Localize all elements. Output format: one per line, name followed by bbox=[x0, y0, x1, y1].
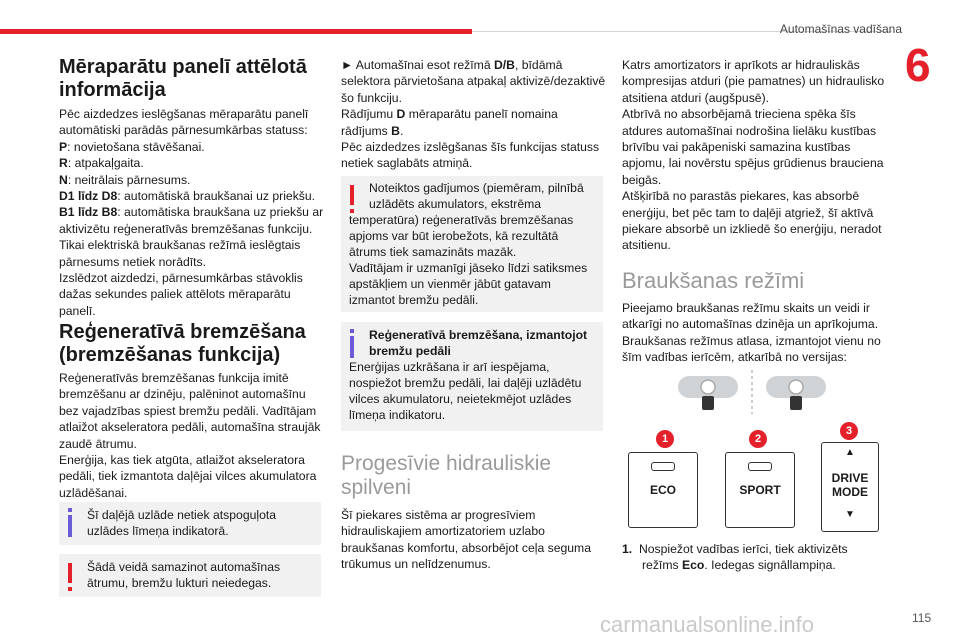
drive-mode-label bbox=[822, 471, 878, 499]
text-line: Katrs amortizators ir aprīkots ar hidrauliskās bbox=[622, 58, 860, 72]
info-box-partial-charge bbox=[59, 502, 321, 545]
text-line: atdures automašīnai nodrošina lielāku kustības bbox=[622, 123, 877, 138]
text-line: nospiežot bremžu pedāli, lai daļēji uzlādētu bbox=[349, 376, 582, 390]
heading-line: Reģeneratīvā bremzēšana bbox=[59, 321, 306, 343]
eco-label: ECO bbox=[649, 483, 676, 497]
gear-desc: : neitrālais pārnesums. bbox=[67, 172, 191, 187]
heading-line: Progesīvie hidrauliskie bbox=[341, 452, 552, 475]
label-line: MODE bbox=[832, 485, 868, 499]
text-fragment: . bbox=[399, 123, 404, 138]
text-line: Šādā veidā samazinot automašīnas bbox=[87, 560, 281, 574]
text-line: Atšķirībā no parastās piekares, kas absorbē bbox=[622, 189, 860, 204]
text-line bbox=[59, 172, 334, 188]
text-line bbox=[59, 204, 334, 220]
label-line: DRIVE bbox=[831, 471, 869, 485]
eco-button[interactable] bbox=[628, 452, 698, 528]
text-bold: D/B bbox=[493, 58, 515, 72]
gear-key: B1 līdz B8 bbox=[59, 205, 118, 220]
badge-3: 3 bbox=[840, 422, 858, 440]
text-line: vilces akumulatoru, neietekmējot uzlādes bbox=[349, 392, 572, 406]
text-line: apjomu, lai novērstu spējus grūdienus brauciena bbox=[622, 156, 884, 171]
gear-desc: : automātiska braukšana uz priekšu ar bbox=[117, 205, 324, 220]
text-line: trūkumus un nelīdzenumus. bbox=[341, 557, 491, 572]
text-line: brīvību vai pakāpeniski samazina kustības bbox=[622, 140, 851, 155]
step-number: 1. bbox=[622, 542, 633, 556]
text-line: Noteiktos gadījumos (piemēram, pilnībā bbox=[369, 181, 584, 195]
paragraph-dampers bbox=[622, 57, 894, 254]
text-line: uzlādēts akumulators, ekstrēma bbox=[369, 197, 542, 211]
badge-2: 2 bbox=[749, 430, 767, 448]
paragraph-suspension bbox=[341, 507, 611, 573]
info-icon bbox=[350, 336, 354, 358]
text-line: Tikai elektriskā braukšanas režīmā ieslēgtais bbox=[59, 238, 301, 253]
text-line: automātiski parādās pārnesumkārbas statuss: bbox=[59, 123, 308, 138]
text-line bbox=[341, 106, 611, 122]
text-line: zaudē ātrumu. bbox=[59, 436, 137, 451]
warning-box-brake-lights bbox=[59, 554, 321, 597]
paragraph-regenerative bbox=[59, 370, 334, 501]
chapter-number: 6 bbox=[905, 39, 931, 91]
warning-icon bbox=[350, 185, 354, 205]
text-line: Vadītājam ir uzmanīgi jāseko līdzi satiksmes bbox=[349, 261, 588, 275]
gear-key: P bbox=[59, 139, 68, 154]
steering-wheel-icon bbox=[678, 376, 738, 410]
text-fragment: Nospiežot vadības ierīci, tiek aktivizēts bbox=[638, 542, 848, 556]
text-line: Atbrīvā no absorbējamā trieciena spēka šīs bbox=[622, 107, 856, 122]
text-line bbox=[341, 57, 611, 73]
info-icon bbox=[68, 515, 72, 537]
text-line: kompresijas atduri (pie pamatnes) un hidraulisko bbox=[622, 74, 885, 89]
text-line: braukšanas komfortu, absorbējot ceļa seguma bbox=[341, 540, 591, 555]
info-box-brake-pedal-regeneration bbox=[341, 322, 603, 431]
warning-icon bbox=[68, 563, 72, 583]
paragraph-driving-modes bbox=[622, 300, 894, 366]
text-line: ātrums tiek samazināts mazāk. bbox=[349, 245, 517, 259]
text-line: Šī piekares sistēma ar progresīviem bbox=[341, 508, 536, 522]
sport-label: SPORT bbox=[739, 483, 781, 497]
text-line: ātrumu, bremžu lukturi neiedegas. bbox=[87, 576, 272, 590]
text-line: Izslēdzot aizdedzi, pārnesumkārbas stāvoklis bbox=[59, 271, 303, 286]
heading-line: spilveni bbox=[341, 476, 412, 499]
text-fragment: rādījums bbox=[341, 123, 392, 138]
text-line: atsitiena atduri (augšpusē). bbox=[622, 90, 770, 105]
text-line: beigās. bbox=[622, 172, 662, 187]
text-line bbox=[59, 139, 334, 155]
gear-key: R bbox=[59, 156, 68, 171]
watermark: carmanualsonline.info bbox=[600, 612, 815, 637]
text-bold: D bbox=[396, 107, 406, 122]
text-line: uzlādēšanai. bbox=[59, 485, 128, 500]
text-line: netiek saglabāts atmiņā. bbox=[341, 156, 473, 171]
text-line: atlaižot akseleratora pedāli, automašīna straujāk bbox=[59, 420, 321, 435]
paragraph-selector bbox=[341, 57, 611, 172]
text-line bbox=[622, 541, 892, 557]
step-1 bbox=[622, 541, 892, 574]
text-line: hidrauliskajiem amortizatoriem uzlabo bbox=[341, 524, 545, 539]
text-line: enerģiju, bet pēc tam to daļēji atgriež, šī aktīvā bbox=[622, 205, 874, 220]
text-line: bez vajadzības spiest bremžu pedāli. Vadītājam bbox=[59, 403, 317, 418]
text-bold: Eco bbox=[681, 558, 705, 573]
text-line: Šī daļējā uzlāde netiek atspoguļota bbox=[87, 508, 277, 522]
text-line bbox=[59, 155, 334, 171]
text-line: Reģeneratīvās bremzēšanas funkcija imitē bbox=[59, 371, 289, 385]
text-line: panelī. bbox=[59, 303, 96, 318]
text-line: šo funkciju. bbox=[341, 90, 402, 105]
heading-hydraulic-cushions bbox=[341, 452, 606, 500]
up-arrow-icon: ▲ bbox=[845, 447, 855, 458]
text-line: atkarīgi no automašīnas dzinēja un aprīkojuma. bbox=[622, 317, 879, 332]
text-fragment: mēraparātu panelī nomaina bbox=[405, 107, 558, 122]
text-line: uzlādes līmeņa indikatorā. bbox=[87, 524, 229, 538]
text-fragment: Automašīnai esot režīmā bbox=[353, 58, 494, 72]
text-line: Enerģijas uzkrāšana ir arī iespējama, bbox=[349, 360, 550, 374]
gear-desc: : atpakaļgaita. bbox=[67, 156, 144, 171]
text-line: apjoms var būt ierobežots, kā rezultātā bbox=[349, 229, 559, 243]
text-line bbox=[59, 188, 334, 204]
text-line: Enerģija, kas tiek atgūta, atlaižot akseleratora bbox=[59, 453, 305, 468]
text-fragment: režīms bbox=[642, 558, 682, 573]
pedal-icon bbox=[702, 396, 714, 410]
text-fragment: , bīdāmā bbox=[514, 58, 563, 72]
bullet-arrow: ► bbox=[341, 58, 354, 72]
gear-key: D1 līdz D8 bbox=[59, 189, 118, 204]
sport-button[interactable] bbox=[725, 452, 795, 528]
gear-desc: : automātiskā braukšanai uz priekšu. bbox=[117, 189, 316, 204]
text-line: temperatūra) reģeneratīvās bremzēšanas bbox=[349, 213, 574, 227]
pedal-icon bbox=[790, 396, 802, 410]
steering-wheel-figure bbox=[672, 370, 832, 414]
text-line: pedāli, tiek izmantota daļējai vilces akumulatora bbox=[59, 469, 317, 484]
text-line: izmantot bremžu pedāli. bbox=[349, 293, 479, 307]
text-fragment: . Iedegas signāllampiņa. bbox=[704, 558, 836, 573]
text-line: apstākļiem un vienmēr jābūt gatavam bbox=[349, 277, 551, 291]
info-title: Reģeneratīvā bremzēšana, izmantojot bbox=[369, 328, 588, 342]
gear-desc: : novietošana stāvēšanai. bbox=[67, 139, 205, 154]
text-line: selektora pārvietošana atpakaļ aktivizē/dezaktivē bbox=[341, 74, 606, 89]
text-line: pārnesums netiek norādīts. bbox=[59, 254, 207, 269]
header-red-bar bbox=[0, 29, 472, 34]
text-line: Pieejamo braukšanas režīmu skaits un veidi ir bbox=[622, 301, 870, 315]
heading-regenerative-braking bbox=[59, 321, 329, 367]
text-line bbox=[341, 123, 611, 139]
text-line: līmeņa indikatoru. bbox=[349, 408, 446, 422]
text-line: atsitienu. bbox=[622, 238, 671, 253]
indicator-led bbox=[748, 462, 772, 471]
heading-line: (bremzēšanas funkcija) bbox=[59, 344, 281, 366]
text-line: Pēc aizdedzes izslēgšanas šīs funkcijas statuss bbox=[341, 140, 600, 155]
heading-line: Mēraparātu panelī attēlotā bbox=[59, 56, 307, 78]
text-line: piekare absorbē un izkliedē šo enerģiju, neradot bbox=[622, 222, 882, 237]
text-line: dažas sekundes paliek attēlots mēraparātu bbox=[59, 287, 291, 302]
section-title: Automašīnas vadīšana bbox=[779, 22, 902, 36]
heading-line: informācija bbox=[59, 79, 166, 101]
text-fragment: Rādījumu bbox=[341, 107, 397, 122]
page-number: 115 bbox=[912, 611, 932, 625]
text-line: Pēc aizdedzes ieslēgšanas mēraparātu panelī bbox=[59, 107, 309, 121]
gear-key: N bbox=[59, 172, 68, 187]
text-line: šīm vadības ierīcēm, atkarībā no versijas: bbox=[622, 350, 847, 365]
badge-1: 1 bbox=[656, 430, 674, 448]
warning-box-limited-regeneration bbox=[341, 176, 603, 312]
info-title: bremžu pedāli bbox=[369, 344, 451, 358]
paragraph-gear-status bbox=[59, 106, 334, 319]
down-arrow-icon: ▼ bbox=[845, 509, 855, 520]
text-line: bremzēšanu ar dzinēju, palēninot automašīnu bbox=[59, 387, 306, 402]
text-bold: B bbox=[391, 123, 400, 138]
steering-wheel-icon bbox=[766, 376, 826, 410]
text-line: aktivizētu reģeneratīvās bremzēšanas funkciju. bbox=[59, 221, 313, 236]
indicator-led bbox=[651, 462, 675, 471]
text-line: Braukšanas režīmus atlasa, izmantojot vienu no bbox=[622, 333, 881, 348]
text-line bbox=[622, 557, 892, 573]
drive-mode-button[interactable] bbox=[821, 442, 879, 532]
heading-instrument-panel bbox=[59, 56, 329, 102]
heading-driving-modes: Braukšanas režīmi bbox=[622, 268, 805, 293]
